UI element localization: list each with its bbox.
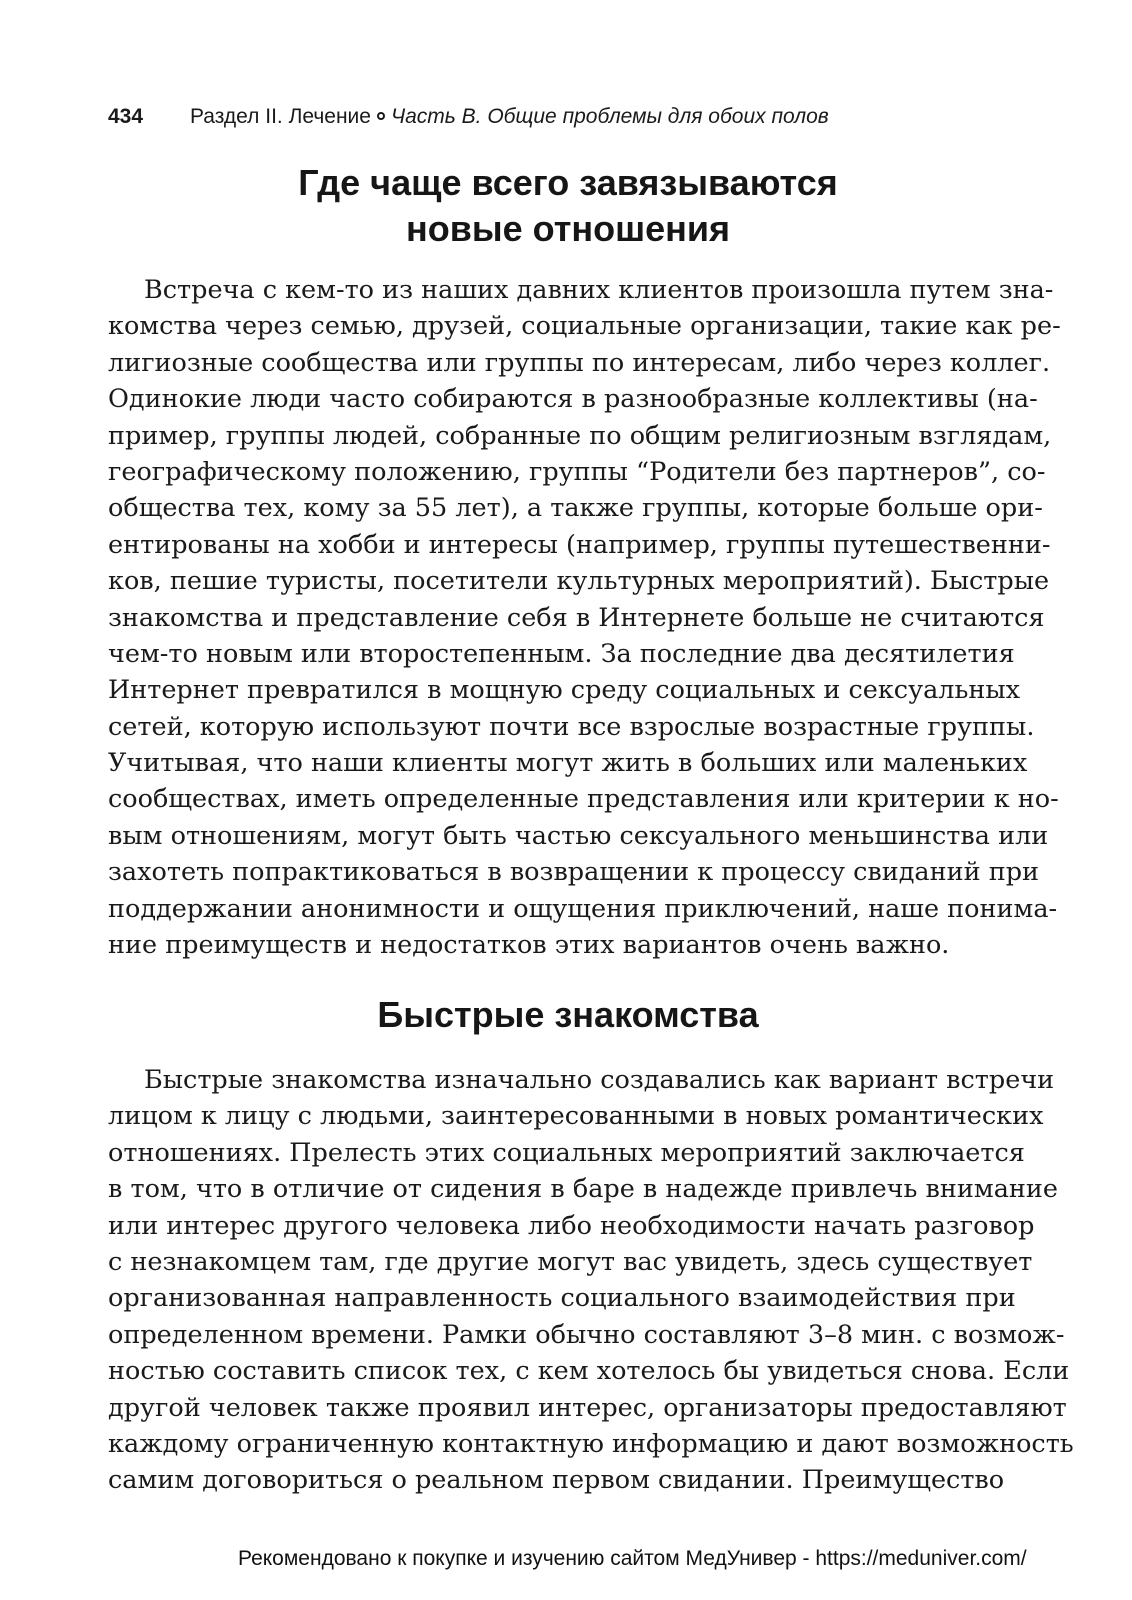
text-line: каждому ограниченную контактную информацию и дают возможность — [108, 1428, 1074, 1459]
text-line: ков, пешие туристы, посетители культурных мероприятий). Быстрые — [108, 566, 1050, 597]
text-line: в том, что в отличие от сидения в баре в надежде привлечь внимание — [108, 1174, 1058, 1205]
footer-watermark-text: Рекомендовано к покупке и изучению сайтом МедУнивер - https://meduniver.com/ — [238, 1547, 1027, 1570]
text-line: географическому положению, группы “Родители без партнеров”, со- — [108, 456, 1046, 487]
section-title-line: Быстрые знакомства — [377, 994, 759, 1035]
text-line: другой человек также проявил интерес, организаторы предоставляют — [108, 1392, 1067, 1423]
text-line: организованная направленность социального взаимодействия при — [108, 1283, 1016, 1314]
text-line: знакомства и представление себя в Интернете больше не считаются — [108, 602, 1045, 633]
page-number: 434 — [108, 105, 144, 128]
text-line: сетей, которую используют почти все взрослые возрастные группы. — [108, 711, 1035, 742]
text-line: вым отношениям, могут быть частью сексуального меньшинства или — [108, 820, 1049, 851]
text-line: комства через семью, друзей, социальные организации, такие как ре- — [108, 311, 1061, 342]
text-line: поддержании анонимности и ощущения приключений, наше понима- — [108, 893, 1058, 924]
bullet-separator-icon — [377, 112, 385, 120]
section-title-line: новые отношения — [406, 208, 730, 249]
text-line: или интерес другого человека либо необходимости начать разговор — [108, 1210, 1035, 1241]
text-line: ентированы на хобби и интересы (например, группы путешественни- — [108, 529, 1051, 560]
text-line: чем-то новым или второстепенным. За последние два десятилетия — [108, 638, 1015, 669]
text-line: самим договориться о реальном первом свидании. Преимущество — [108, 1465, 1005, 1496]
text-line: ностью составить список тех, с кем хотелось бы увидеться снова. Если — [108, 1356, 1070, 1387]
text-line: определенном времени. Рамки обычно составляют 3–8 мин. с возмож- — [108, 1319, 1065, 1350]
text-line: общества тех, кому за 55 лет), а также группы, которые больше ори- — [108, 493, 1043, 524]
text-line: Быстрые знакомства изначально создавались как вариант встречи — [144, 1065, 1055, 1095]
text-line: пример, группы людей, собранные по общим религиозным взглядам, — [108, 420, 1052, 451]
text-line: Встреча с кем-то из наших давних клиентов произошла путем зна- — [144, 275, 1054, 305]
text-line: Учитывая, что наши клиенты могут жить в больших или маленьких — [108, 748, 1028, 779]
text-line: захотеть попрактиковаться в возвращении к процессу свиданий при — [108, 857, 1040, 888]
body-paragraph — [108, 272, 1061, 963]
text-line: ние преимуществ и недостатков этих вариантов очень важно. — [108, 930, 950, 961]
text-line: лигиозные сообщества или группы по интересам, либо через коллег. — [108, 347, 1051, 378]
text-line: Одинокие люди часто собираются в разнообразные коллективы (на- — [108, 384, 1038, 415]
text-line: лицом к лицу с людьми, заинтересованными в новых романтических — [108, 1101, 1044, 1132]
text-line: отношениях. Прелесть этих социальных мероприятий заключается — [108, 1137, 1025, 1168]
section-label: Раздел II. Лечение — [190, 105, 371, 128]
running-head — [108, 100, 1028, 134]
section-title-line: Где чаще всего завязываются — [298, 162, 838, 203]
body-paragraph — [108, 1062, 1074, 1499]
section-title — [108, 160, 1028, 252]
section-title — [108, 990, 1028, 1040]
text-line: Интернет превратился в мощную среду социальных и сексуальных — [108, 675, 1021, 706]
text-line: сообществах, иметь определенные представления или критерии к но- — [108, 784, 1059, 815]
text-line: с незнакомцем там, где другие могут вас увидеть, здесь существует — [108, 1246, 1033, 1277]
part-label: Часть В. Общие проблемы для обоих полов — [390, 105, 829, 128]
